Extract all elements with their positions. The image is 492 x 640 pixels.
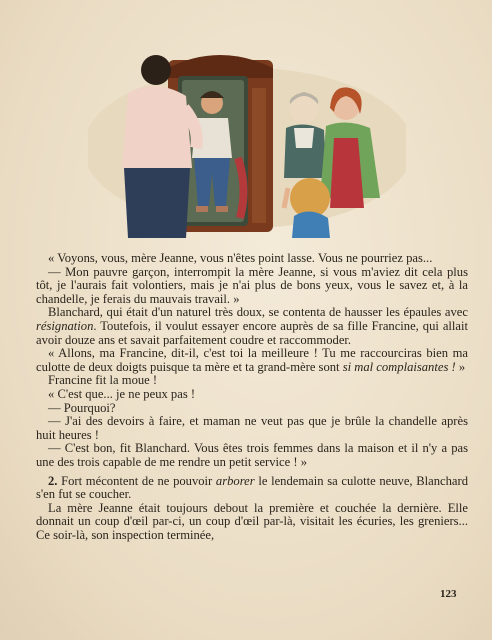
paragraph: « Allons, ma Francine, dit-il, c'est toi la meilleure ! Tu me raccourciras bien ma culotte de deux doigts puisque ta mère et ta grand-mère sont si mal complaisantes ! »: [36, 346, 468, 374]
paragraph: La mère Jeanne était toujours debout la première et couchée la dernière. Elle donnait un coup d'œil par-ci, un coup d'œil par-là, visitait les écuries, les greniers... Ce soir-là, son inspection terminée,: [36, 500, 468, 542]
paragraph: — Pourquoi?: [48, 400, 116, 415]
paragraph: 2. Fort mécontent de ne pouvoir arborer le lendemain sa culotte neuve, Blanchard s'en fut se coucher.: [36, 473, 468, 502]
page-number: 123: [440, 588, 457, 600]
paragraph: — J'ai des devoirs à faire, et maman ne veut pas que je brûle la chandelle après huit heures !: [36, 414, 468, 442]
paragraph: Blanchard, qui était d'un naturel très doux, se contenta de hausser les épaules avec résignation. Toutefois, il voulut essayer encore auprès de sa fille Francine, qui allait avoir douze ans et savait parfaitement coudre et raccommoder.: [36, 305, 468, 347]
illustration-mirror-scene: [88, 48, 406, 238]
body-text: [36, 252, 468, 542]
paragraph: « Voyons, vous, mère Jeanne, vous n'êtes point lasse. Vous ne pourriez pas...: [48, 251, 433, 265]
paragraph: « C'est que... je ne peux pas !: [48, 386, 196, 401]
paragraph: — C'est bon, fit Blanchard. Vous êtes trois femmes dans la maison et il n'y a pas une des trois capable de me rendre un petit service ! »: [36, 441, 468, 469]
paragraph: — Mon pauvre garçon, interrompit la mère Jeanne, si vous m'aviez dit cela plus tôt, je l'aurais fait volontiers, mais je n'ai plus de bons yeux, vous le savez et, à la chandelle, je ferais du mauvais travail. »: [36, 264, 468, 306]
paragraph: Francine fit la moue !: [48, 373, 158, 388]
